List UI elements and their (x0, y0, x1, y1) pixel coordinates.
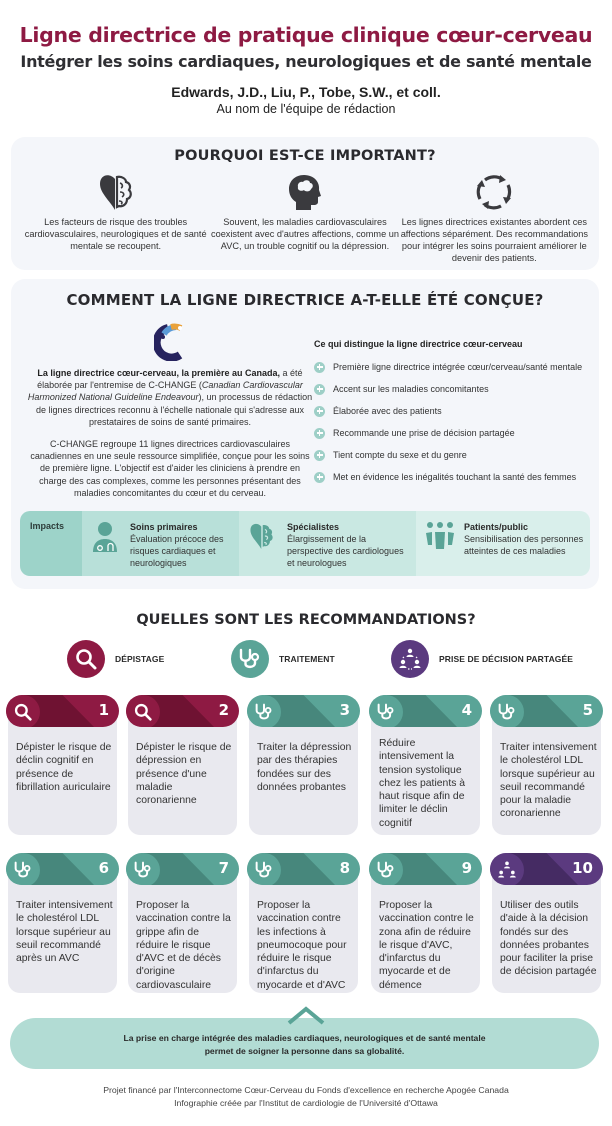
recommendation-card-4 (371, 697, 480, 835)
impacts-label: Impacts (20, 511, 82, 576)
recommendation-text: Utiliser des outils d'aide à la décision fondés sur des données probantes pour faciliter la prise de décision partagée (500, 900, 597, 978)
impact-title: Soins primaires (130, 522, 198, 532)
stethoscope-icon (490, 695, 524, 727)
impact-desc: Sensibilisation des personnes atteintes de ces maladies (464, 534, 584, 556)
recommendations-legend (0, 640, 612, 678)
impact-desc: Évaluation précoce des risques cardiaques et neurologiques (130, 534, 224, 568)
doctor-icon (92, 521, 122, 576)
recommendation-card-5 (492, 697, 601, 835)
why-title: POURQUOI EST-CE IMPORTANT? (174, 148, 436, 164)
creator-credit: Infographie créée par l'Institut de cardiologie de l'Université d'Ottawa (174, 1098, 438, 1108)
magnifier-icon (67, 640, 105, 678)
intro-paragraph (25, 367, 315, 428)
plus-icon (314, 362, 325, 373)
recommendation-card-3 (249, 697, 358, 835)
legend-depistage (67, 640, 164, 678)
plus-icon (314, 472, 325, 483)
page-title: Ligne directrice de pratique clinique cœur-cerveau (19, 23, 593, 47)
recommendation-number: 4 (461, 701, 472, 719)
recommendation-text: Traiter la dépression par des thérapies fondées sur des données probantes (257, 742, 352, 793)
stethoscope-icon (247, 695, 281, 727)
how-title: COMMENT LA LIGNE DIRECTRICE A-T-ELLE ÉTÉ CONÇUE? (66, 291, 544, 309)
heart-brain-icon (249, 521, 279, 576)
intro-text-1: a été élaborée par l'entremise de C-CHANGE ( (37, 368, 303, 391)
how-description (25, 321, 315, 499)
recommendation-card-8 (249, 855, 358, 993)
recommendation-text: Proposer la vaccination contre le zona afin de réduire le risque d'AVC, d'infarctus du myocarde et de démence (379, 900, 474, 991)
list-item (314, 444, 599, 466)
authors: Edwards, J.D., Liu, P., Tobe, S.W., et coll. (171, 84, 441, 100)
plus-icon (314, 384, 325, 395)
recommendation-text: Réduire intensivement la tension systolique chez les patients à haut risque afin de limiter le déclin cognitif (379, 738, 466, 829)
recommendation-number: 2 (218, 701, 229, 719)
impact-desc: Élargissement de la perspective des cardiologues et neurologues (287, 534, 404, 568)
recommendations-title: QUELLES SONT LES RECOMMANDATIONS? (136, 612, 476, 628)
conclusion-line-2: permet de soigner la personne dans sa globalité. (204, 1046, 405, 1056)
stethoscope-icon (247, 853, 281, 885)
list-item-text: Met en évidence les inégalités touchant la santé des femmes (333, 472, 577, 482)
stethoscope-icon (126, 853, 160, 885)
people-group-icon (426, 521, 456, 576)
recommendation-text: Traiter intensivement le cholestérol LDL lorsque supérieur au seuil recommandé pour la maladie coronarienne (500, 742, 597, 820)
head-brain-icon (210, 172, 399, 212)
recommendation-card-1 (8, 697, 117, 835)
intro-italic: Canadian Cardiovascular Harmonized National Guideline Endeavour (27, 380, 303, 403)
list-item (314, 466, 599, 488)
recommendation-text: Proposer la vaccination contre les infections à pneumocoque pour réduire le risque d'infarctus du myocarde et d'AVC (257, 900, 347, 991)
list-item-text: Tient compte du sexe et du genre (333, 450, 467, 460)
legend-label: TRAITEMENT (279, 654, 335, 664)
recommendation-number: 3 (339, 701, 350, 719)
impact-title: Patients/public (464, 522, 529, 532)
recommendation-number: 10 (572, 859, 593, 877)
list-item (314, 356, 599, 378)
legend-decision (391, 640, 573, 678)
list-item (314, 422, 599, 444)
impact-primary-care (82, 511, 239, 576)
recommendation-text: Proposer la vaccination contre la grippe afin de réduire le risque d'AVC et de décès d'origine cardiovasculaire (136, 900, 231, 991)
recommendation-card-6 (8, 855, 117, 993)
recommendation-card-7 (128, 855, 237, 993)
recommendation-number: 9 (461, 859, 472, 877)
cycle-arrows-icon (400, 172, 589, 212)
distinct-title: Ce qui distingue la ligne directrice cœur-cerveau (314, 339, 523, 349)
group-decision-icon (391, 640, 429, 678)
recommendation-text: Dépister le risque de déclin cognitif en présence de fibrillation auriculaire (16, 742, 112, 793)
impact-specialists (239, 511, 416, 576)
footer (0, 1084, 612, 1110)
stethoscope-icon (369, 853, 403, 885)
recommendation-number: 7 (218, 859, 229, 877)
why-text: Les lignes directrices existantes abordent ces affections séparément. Des recommandations pour intégrer les soins pourraient améliorer le devenir des patients. (400, 217, 588, 263)
why-text: Les facteurs de risque des troubles cardiovasculaires, neurologiques et de santé mentale se recoupent. (24, 217, 207, 251)
list-item-text: Première ligne directrice intégrée cœur/cerveau/santé mentale (333, 362, 583, 372)
legend-label: DÉPISTAGE (115, 654, 165, 664)
conclusion-banner (10, 1018, 599, 1069)
magnifier-icon (126, 695, 160, 727)
why-item (21, 172, 210, 264)
distinct-list (314, 339, 599, 488)
group-decision-icon (490, 853, 524, 885)
conclusion-line-1: La prise en charge intégrée des maladies cardiaques, neurologiques et de santé mentale (123, 1033, 486, 1043)
why-text: Souvent, les maladies cardiovasculaires coexistent avec d'autres affections, comme un AVC, un trouble cognitif ou la dépression. (210, 217, 399, 251)
recommendation-card-10 (492, 855, 601, 993)
recommendation-card-9 (371, 855, 480, 993)
plus-icon (314, 450, 325, 461)
stethoscope-icon (231, 640, 269, 678)
impact-title: Spécialistes (287, 522, 340, 532)
intro-text-2: ), un processus de rédaction de lignes directrices reconnu à l'échelle nationale qui s'adresse aux prestataires de soins de santé primaires. (35, 392, 313, 427)
why-item (400, 172, 589, 264)
on-behalf: Au nom de l'équipe de rédaction (216, 102, 396, 116)
c-change-logo-icon (25, 321, 315, 363)
page-subtitle: Intégrer les soins cardiaques, neurologiques et de santé mentale (20, 52, 592, 71)
how-section (11, 279, 599, 589)
stethoscope-icon (369, 695, 403, 727)
recommendation-card-2 (128, 697, 237, 835)
list-item (314, 378, 599, 400)
plus-icon (314, 428, 325, 439)
intro-bold: La ligne directrice cœur-cerveau, la première au Canada, (37, 368, 281, 378)
impacts-bar (20, 511, 590, 576)
legend-label: PRISE DE DÉCISION PARTAGÉE (439, 654, 574, 664)
recommendation-number: 8 (339, 859, 350, 877)
recommendation-number: 6 (98, 859, 109, 877)
list-item-text: Accent sur les maladies concomitantes (333, 384, 489, 394)
c-change-paragraph: C-CHANGE regroupe 11 lignes directrices cardiovasculaires canadiennes en une seule ressource simplifiée, conçue pour les soins de première ligne. L'objectif est d'aider les cliniciens à prendre en charge des cas complexes, comme les personnes présentant des maladies concomitantes du cœur et du cerveau. (30, 439, 310, 498)
plus-icon (314, 406, 325, 417)
funding-credit: Projet financé par l'Interconnectome Cœur-Cerveau du Fonds d'excellence en recherche Apogée Canada (103, 1085, 509, 1095)
recommendation-number: 5 (582, 701, 593, 719)
recommendation-text: Traiter intensivement le cholestérol LDL lorsque supérieur au seuil recommandé après un AVC (16, 900, 113, 965)
why-item (210, 172, 399, 264)
recommendation-text: Dépister le risque de dépression en présence d'une maladie coronarienne (136, 742, 232, 807)
why-section (11, 137, 599, 270)
magnifier-icon (6, 695, 40, 727)
list-item-text: Élaborée avec des patients (333, 406, 442, 416)
stethoscope-icon (6, 853, 40, 885)
chevron-up-icon (286, 1005, 326, 1025)
list-item (314, 400, 599, 422)
impact-patients-public (416, 511, 590, 576)
recommendation-number: 1 (98, 701, 109, 719)
heart-brain-icon (21, 172, 210, 212)
legend-traitement (231, 640, 335, 678)
header (0, 0, 612, 117)
list-item-text: Recommande une prise de décision partagée (333, 428, 515, 438)
